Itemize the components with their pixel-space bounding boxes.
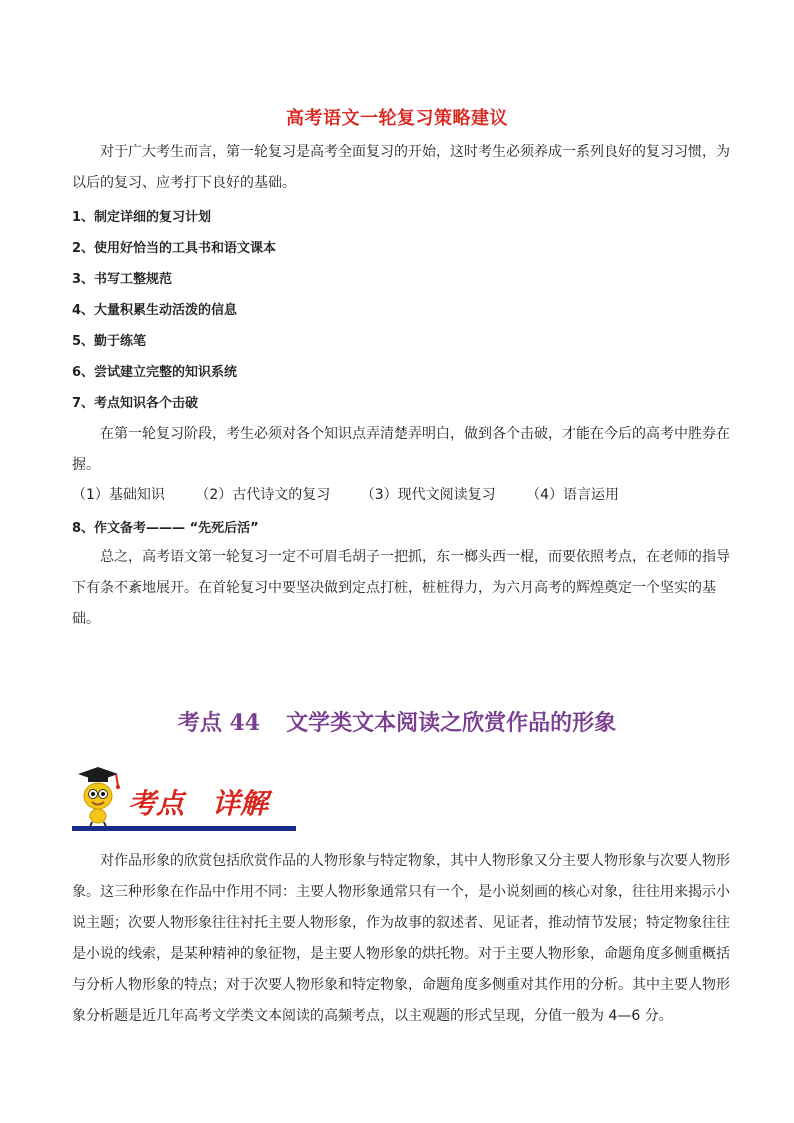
list-item: 1、制定详细的复习计划 <box>72 210 212 225</box>
conclusion-paragraph: 总之，高考语文第一轮复习一定不可眉毛胡子一把抓，东一榔头西一棍，而要依照考点，在老师的指导下有条不紊地展开。在首轮复习中要坚决做到定点打桩，桩桩得力，为六月高考的辉煌奠定一个坚实的基础。 <box>72 549 730 627</box>
list-item: 4、大量积累生动活泼的信息 <box>72 303 238 318</box>
list-item: 7、考点知识各个击破 <box>72 396 199 411</box>
student-mascot-icon <box>64 764 128 828</box>
list-item: 2、使用好恰当的工具书和语文课本 <box>72 241 277 256</box>
subject-item: （1）基础知识 <box>72 487 165 503</box>
subject-item: （4）语言运用 <box>526 487 620 503</box>
list-item: 5、勤于练笔 <box>72 334 147 349</box>
banner-word-kaodian: 考点 <box>128 787 185 820</box>
list-item: 8、作文备考——— “先死后活” <box>72 521 259 536</box>
section-banner <box>64 764 296 834</box>
section-number: 考点 44 <box>177 710 261 736</box>
section-title <box>0 706 794 737</box>
document-title: 高考语文一轮复习策略建议 <box>286 108 508 129</box>
subject-item: （2）古代诗文的复习 <box>195 487 331 503</box>
item7-paragraph: 在第一轮复习阶段，考生必须对各个知识点弄清楚弄明白，做到各个击破，才能在今后的高考中胜券在握。 <box>72 426 730 473</box>
section-name: 文学类文本阅读之欣赏作品的形象 <box>286 710 617 736</box>
subject-item: （3）现代文阅读复习 <box>360 487 496 503</box>
list-item: 6、尝试建立完整的知识系统 <box>72 365 238 380</box>
section-body: 对作品形象的欣赏包括欣赏作品的人物形象与特定物象，其中人物形象又分主要人物形象与次要人物形象。这三种形象在作品中作用不同：主要人物形象通常只有一个，是小说刻画的核心对象，往往用来揭示小说主题；次要人物形象往往衬托主要人物形象，作为故事的叙述者、见证者，推动情节发展；特定物象往往是小说的线索，是某种精神的象征物，是主要人物形象的烘托物。对于主要人物形象，命题角度多侧重概括与分析人物形象的特点；对于次要人物形象和特定物象，命题角度多侧重对其作用的分析。其中主要人物形象分析题是近几年高考文学类文本阅读的高频考点，以主观题的形式呈现，分值一般为 4—6 分。 <box>72 853 730 1024</box>
list-item: 3、书写工整规范 <box>72 272 173 287</box>
intro-paragraph: 对于广大考生而言，第一轮复习是高考全面复习的开始，这时考生必须养成一系列良好的复习习惯，为以后的复习、应考打下良好的基础。 <box>72 144 730 191</box>
banner-underline <box>72 826 296 831</box>
banner-word-xiangjie: 详解 <box>212 787 269 820</box>
subject-list <box>72 484 645 504</box>
